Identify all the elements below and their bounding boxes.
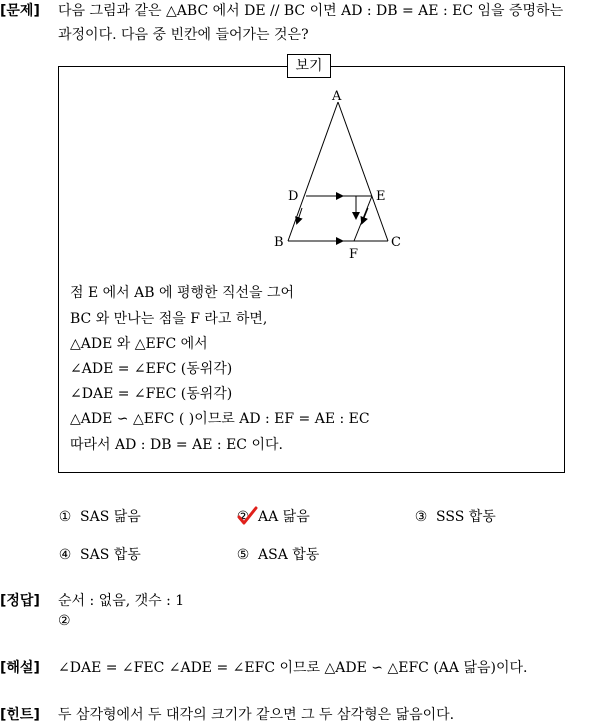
label-c: C <box>391 235 401 250</box>
option-2-number: ② <box>236 509 250 525</box>
option-5[interactable] <box>236 544 319 564</box>
option-5-text: ASA 합동 <box>258 547 320 563</box>
proof-line-2: BC 와 만나는 점을 F 라고 하면, <box>70 311 268 327</box>
problem-line-1: 다음 그림과 같은 △ABC 에서 DE // BC 이면 AD : DB = AE : EC 임을 증명하는 <box>58 3 564 19</box>
option-3[interactable] <box>414 506 496 526</box>
side-ab <box>288 102 338 241</box>
problem-label: [문제] <box>0 3 40 19</box>
proof-line-1: 점 E 에서 AB 에 평행한 직선을 그어 <box>70 285 295 301</box>
option-2-text: AA 닮음 <box>258 509 310 525</box>
label-f: F <box>349 247 359 262</box>
option-3-number: ③ <box>414 509 428 525</box>
proof-line-3: △ADE 와 △EFC 에서 <box>70 336 208 352</box>
proof-line-4: ∠ADE = ∠EFC (동위각) <box>70 361 233 377</box>
label-e: E <box>376 189 386 204</box>
option-4-text: SAS 합동 <box>80 547 141 563</box>
triangle-figure <box>270 86 410 266</box>
proof-line-7: 따라서 AD : DB = AE : EC 이다. <box>70 437 283 453</box>
label-d: D <box>288 189 299 204</box>
option-1[interactable] <box>58 506 141 526</box>
segment-ef <box>354 196 372 241</box>
problem-line-2: 과정이다. 다음 중 빈칸에 들어가는 것은? <box>58 27 309 43</box>
answer-line-1: 순서 : 없음, 갯수 : 1 <box>58 593 185 609</box>
explanation-label: [해설] <box>0 660 40 676</box>
check-mark-icon <box>236 505 258 527</box>
option-1-number: ① <box>58 509 72 525</box>
proof-line-6: △ADE ∽ △EFC ( )이므로 AD : EF = AE : EC <box>70 411 370 427</box>
answer-line-2: ② <box>58 613 71 629</box>
arrow-ef <box>362 208 368 223</box>
option-3-text: SSS 합동 <box>436 509 496 525</box>
explanation-text: ∠DAE = ∠FEC ∠ADE = ∠EFC 이므로 △ADE ∽ △EFC (AA 닮음)이다. <box>58 660 528 676</box>
label-b: B <box>274 235 284 250</box>
answer-label: [정답] <box>0 593 40 609</box>
option-5-number: ⑤ <box>236 547 250 563</box>
label-a: A <box>332 89 342 104</box>
hint-text: 두 삼각형에서 두 대각의 크기가 같으면 그 두 삼각형은 닮음이다. <box>58 707 455 723</box>
example-box-title: 보기 <box>287 54 331 78</box>
hint-label: [힌트] <box>0 707 40 723</box>
option-4[interactable] <box>58 544 141 564</box>
proof-line-5: ∠DAE = ∠FEC (동위각) <box>70 386 233 402</box>
option-1-text: SAS 닮음 <box>80 509 141 525</box>
option-4-number: ④ <box>58 547 72 563</box>
